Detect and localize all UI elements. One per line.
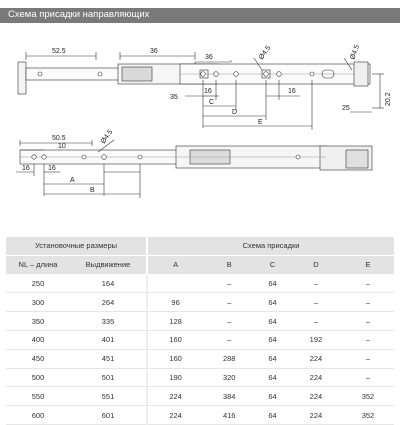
table-cell: 264 — [70, 293, 147, 312]
table-cell: 352 — [342, 406, 394, 425]
dim-a: A — [70, 177, 75, 184]
group-header-drilling: Схема присадки — [147, 237, 394, 255]
spec-table — [6, 237, 394, 425]
dim-16-bottom-b: 16 — [48, 165, 56, 172]
table-cell: 416 — [203, 406, 255, 425]
table-cell: 500 — [6, 368, 70, 387]
dim-hole-b: Ø4.5 — [349, 44, 362, 61]
table-cell: 352 — [342, 387, 394, 406]
table-body — [6, 274, 394, 424]
table-cell: 224 — [147, 387, 203, 406]
table-cell: 224 — [290, 368, 342, 387]
dim-20-2: 20.2 — [385, 92, 392, 106]
table-cell: 64 — [255, 349, 290, 368]
table-cell: 64 — [255, 330, 290, 349]
table-cell: 335 — [70, 312, 147, 331]
dim-25: 25 — [342, 105, 350, 112]
table-cell: 64 — [255, 406, 290, 425]
dim-35: 35 — [170, 94, 178, 101]
table-cell: – — [342, 293, 394, 312]
table-cell: 224 — [290, 406, 342, 425]
col-header-nl: NL – длина — [6, 255, 70, 274]
col-header-a: A — [147, 255, 203, 274]
table-cell: 601 — [70, 406, 147, 425]
table-cell: – — [342, 349, 394, 368]
dim-d: D — [232, 109, 238, 116]
dim-b: B — [90, 187, 95, 194]
dim-16-bottom-a: 16 — [22, 165, 30, 172]
table-cell: 64 — [255, 293, 290, 312]
dim-50-5: 50.5 — [52, 135, 66, 142]
table-row — [6, 330, 394, 349]
table-cell: – — [342, 330, 394, 349]
col-header-c: C — [255, 255, 290, 274]
table-row — [6, 312, 394, 331]
table-row — [6, 349, 394, 368]
dim-10: 10 — [58, 143, 66, 150]
group-header-install: Установочные размеры — [6, 237, 147, 255]
table-cell: 600 — [6, 406, 70, 425]
table-cell: 190 — [147, 368, 203, 387]
table-cell: 224 — [290, 387, 342, 406]
dim-16-b: 16 — [288, 88, 296, 95]
table-cell: 250 — [6, 274, 70, 293]
table-cell: 300 — [6, 293, 70, 312]
dim-c: C — [209, 99, 215, 106]
table-cell: – — [290, 312, 342, 331]
table-cell: 224 — [290, 349, 342, 368]
table-cell: 224 — [147, 406, 203, 425]
col-header-e: E — [342, 255, 394, 274]
dim-36-b: 36 — [205, 54, 213, 61]
table-cell: 401 — [70, 330, 147, 349]
table-cell: 128 — [147, 312, 203, 331]
table-row — [6, 387, 394, 406]
table-cell: 350 — [6, 312, 70, 331]
table-row — [6, 293, 394, 312]
table-cell: 451 — [70, 349, 147, 368]
table-cell: – — [342, 368, 394, 387]
table-row — [6, 406, 394, 425]
col-header-b: B — [203, 255, 255, 274]
table-cell: – — [203, 312, 255, 331]
table-cell: 160 — [147, 349, 203, 368]
table-cell: – — [342, 274, 394, 293]
table-cell: 64 — [255, 387, 290, 406]
table-cell: 550 — [6, 387, 70, 406]
col-header-extension: Выдвижение — [70, 255, 147, 274]
table-cell: 320 — [203, 368, 255, 387]
dim-16-a: 16 — [204, 88, 212, 95]
table-cell: – — [203, 293, 255, 312]
col-header-d: D — [290, 255, 342, 274]
dim-hole-bottom: Ø4.5 — [99, 128, 115, 146]
dim-hole-a: Ø4.5 — [257, 44, 273, 62]
table-cell: 96 — [147, 293, 203, 312]
table-cell: 288 — [203, 349, 255, 368]
table-cell: 501 — [70, 368, 147, 387]
table-row — [6, 274, 394, 293]
ball-cage-top — [122, 67, 152, 81]
dim-36-a: 36 — [150, 48, 158, 55]
table-cell: – — [290, 274, 342, 293]
table-cell: 450 — [6, 349, 70, 368]
front-bracket-top — [18, 62, 26, 94]
dim-52-5: 52.5 — [52, 48, 66, 55]
table-row — [6, 368, 394, 387]
table-cell: 160 — [147, 330, 203, 349]
table-cell: – — [342, 312, 394, 331]
table-cell: 64 — [255, 274, 290, 293]
table-cell: – — [203, 274, 255, 293]
table-cell: – — [203, 330, 255, 349]
table-cell: 551 — [70, 387, 147, 406]
table-cell: – — [290, 293, 342, 312]
table-cell: 64 — [255, 368, 290, 387]
table-cell: 192 — [290, 330, 342, 349]
section-title: Схема присадки направляющих — [8, 9, 150, 20]
table-cell: 384 — [203, 387, 255, 406]
dim-e: E — [258, 119, 263, 126]
table-cell: 400 — [6, 330, 70, 349]
table-cell: 164 — [70, 274, 147, 293]
table-cell — [147, 274, 203, 293]
table-cell: 64 — [255, 312, 290, 331]
